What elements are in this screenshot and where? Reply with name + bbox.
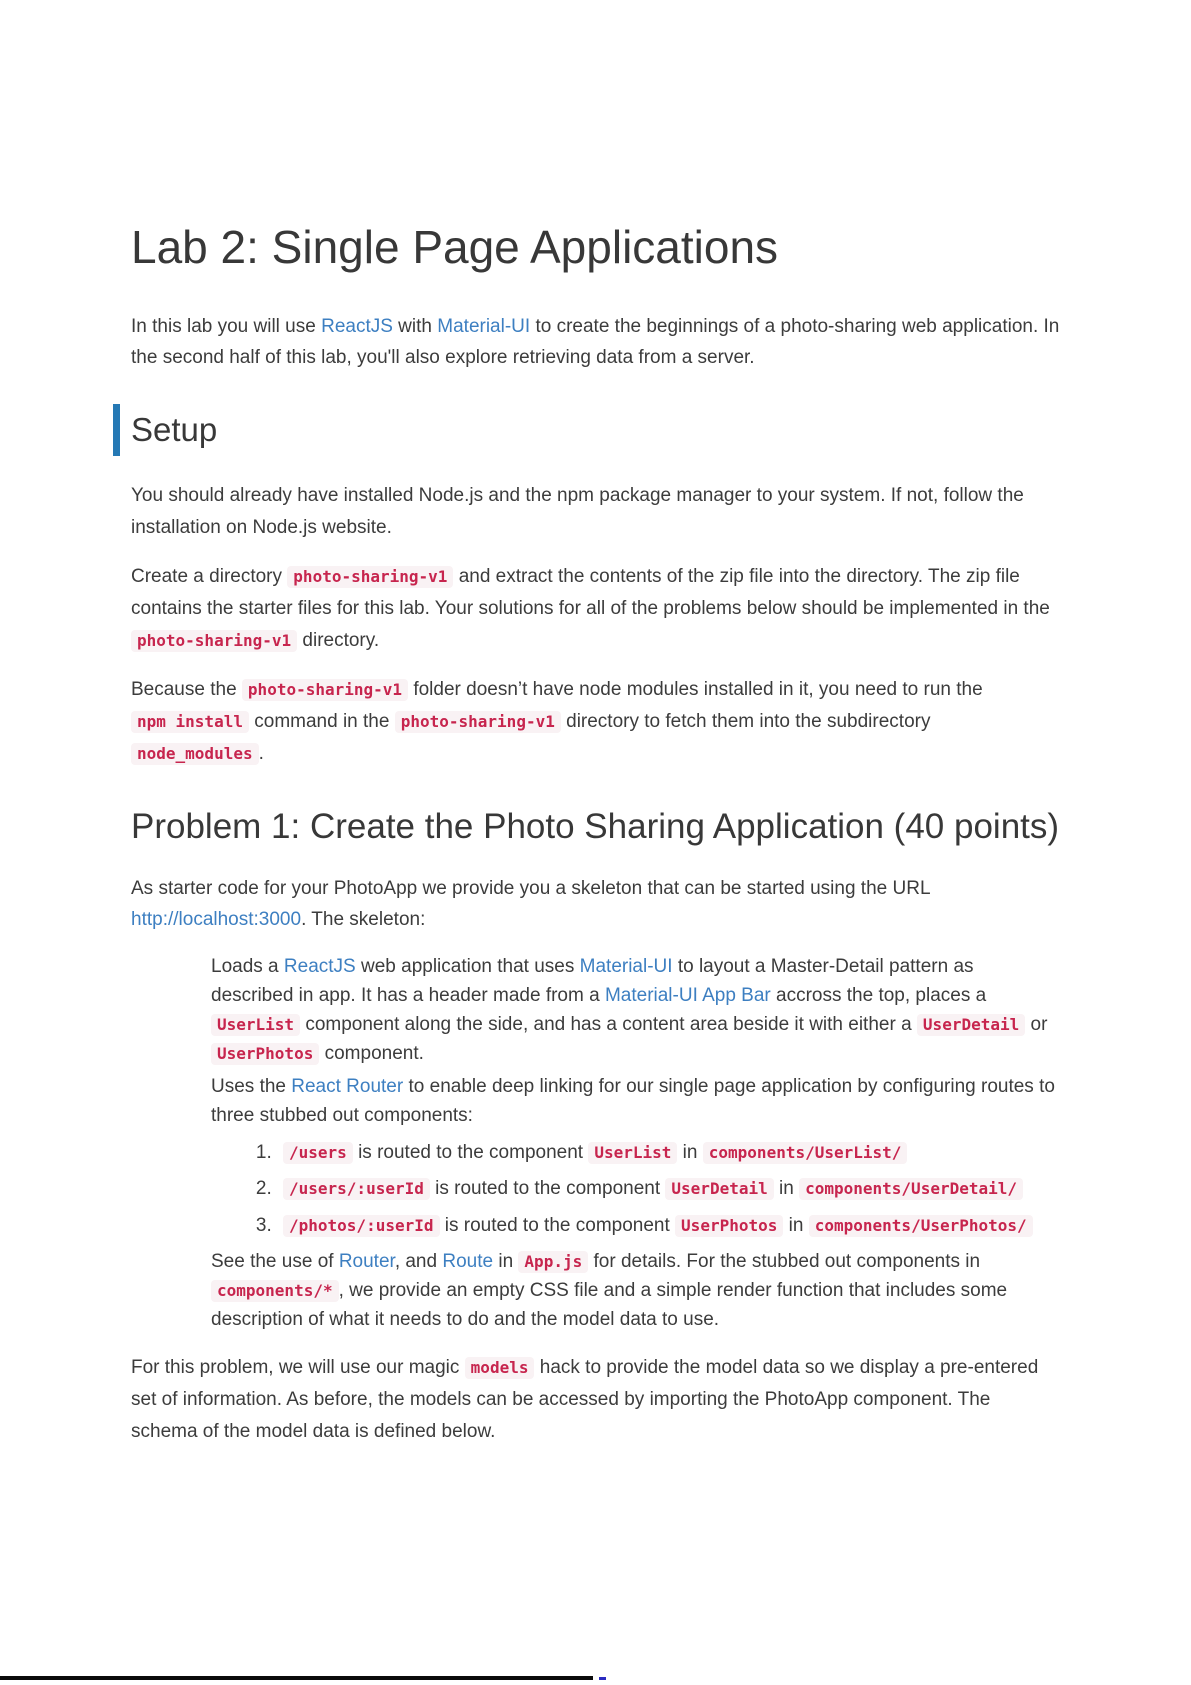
- inline-code: App.js: [518, 1251, 588, 1273]
- text-run: web application that uses: [355, 956, 580, 978]
- text-run: You should already have installed Node.js and the npm package manager to your system. If not, follow the installation on Node.js website.: [131, 485, 1024, 539]
- text-run: Uses the: [211, 1075, 292, 1097]
- text-run: is routed to the component: [429, 1178, 666, 1200]
- text-run: with: [392, 315, 438, 337]
- inline-code: photo-sharing-v1: [242, 679, 408, 701]
- inline-code: models: [465, 1357, 535, 1379]
- text-run: Loads a: [211, 956, 284, 978]
- final-paragraph: [131, 1352, 1061, 1448]
- text-run: is routed to the component: [439, 1214, 676, 1236]
- inline-code: UserList: [588, 1142, 677, 1164]
- text-run: , we provide an empty CSS file and a simple render function that includes some description of what it needs to do and the model data to use.: [211, 1279, 1008, 1330]
- inline-code: node_modules: [131, 743, 259, 765]
- inline-code: npm install: [131, 711, 249, 733]
- document-content: [131, 0, 1061, 1464]
- inline-code: /photos/:userId: [283, 1215, 440, 1237]
- text-run: . The skeleton:: [301, 909, 426, 931]
- inline-code: /users: [283, 1142, 353, 1164]
- text-run: accross the top, places a: [770, 985, 987, 1007]
- inline-link[interactable]: React Router: [291, 1075, 404, 1097]
- setup-paragraph-2: [131, 561, 1061, 657]
- inline-code: UserList: [211, 1014, 300, 1036]
- setup-paragraph-1: [131, 480, 1061, 544]
- text-run: to enable deep linking for our single page application by configuring routes to three stubbed out components:: [211, 1075, 1055, 1126]
- routes-list: [211, 1139, 1061, 1241]
- route-item: [277, 1212, 1061, 1241]
- bottom-blue-mark: [599, 1677, 606, 1680]
- text-run: in: [677, 1141, 703, 1163]
- inline-link[interactable]: Material-UI: [579, 956, 673, 978]
- text-run: folder doesn’t have node modules installed in it, you need to run the: [408, 678, 983, 700]
- text-run: directory.: [297, 629, 380, 651]
- inline-link[interactable]: Route: [442, 1251, 494, 1273]
- list-item: [211, 953, 1061, 1069]
- inline-code: photo-sharing-v1: [395, 711, 561, 733]
- inline-code: photo-sharing-v1: [131, 630, 297, 652]
- text-run: Because the: [131, 678, 242, 700]
- text-run: to layout a Master-Detail pattern as described in app. It has a header made from a: [211, 956, 974, 1007]
- list-item-text: [211, 956, 1047, 1064]
- inline-code: UserDetail: [917, 1014, 1025, 1036]
- inline-code: UserPhotos: [675, 1215, 783, 1237]
- inline-link[interactable]: Material-UI: [437, 315, 531, 337]
- route-item: [277, 1139, 1061, 1168]
- text-run: or: [1025, 1014, 1048, 1036]
- setup-paragraph-3: [131, 674, 1061, 770]
- inline-link[interactable]: ReactJS: [321, 315, 393, 337]
- list-item-text: [211, 1076, 1055, 1126]
- inline-code: components/UserPhotos/: [809, 1215, 1033, 1237]
- bottom-horizontal-rule: [0, 1676, 593, 1680]
- text-run: in: [493, 1251, 519, 1273]
- inline-code: components/UserDetail/: [799, 1178, 1023, 1200]
- inline-link[interactable]: ReactJS: [283, 956, 356, 978]
- text-run: in: [773, 1178, 800, 1200]
- inline-code: photo-sharing-v1: [287, 566, 453, 588]
- problem1-paragraph: [131, 873, 1061, 937]
- text-run: component.: [319, 1042, 424, 1064]
- intro-paragraph: [131, 311, 1061, 375]
- inline-link[interactable]: Material-UI App Bar: [604, 985, 771, 1007]
- text-run: and extract the contents of the zip file into the directory. The zip file contains the starter files for this lab. Your solutions for all of the problems below should be implemented in the: [131, 566, 1050, 619]
- text-run: In this lab you will use: [131, 315, 322, 337]
- inline-code: UserPhotos: [211, 1043, 319, 1065]
- text-run: See the use of: [211, 1251, 339, 1273]
- text-run: , and: [394, 1251, 443, 1273]
- text-run: hack to provide the model data so we display a pre-entered set of information. As before, the models can be accessed by importing the PhotoApp component. The schema of the model data is defined below.: [131, 1356, 1039, 1442]
- page-title: Lab 2: Single Page Applications: [131, 221, 779, 273]
- text-run: for details. For the stubbed out components in: [588, 1251, 981, 1273]
- text-run: is routed to the component: [352, 1141, 589, 1163]
- setup-heading: Setup: [113, 404, 1061, 456]
- text-run: .: [258, 742, 264, 764]
- inline-code: /users/:userId: [283, 1178, 430, 1200]
- text-run: As starter code for your PhotoApp we provide you a skeleton that can be started using the URL: [131, 877, 930, 899]
- text-run: command in the: [248, 710, 395, 732]
- problem1-heading: Problem 1: Create the Photo Sharing Application (40 points): [131, 806, 1060, 846]
- text-run: Create a directory: [131, 566, 288, 588]
- text-run: in: [783, 1214, 809, 1236]
- text-run: For this problem, we will use our magic: [131, 1356, 465, 1378]
- inline-link[interactable]: Router: [338, 1251, 395, 1273]
- inline-code: components/UserList/: [703, 1142, 908, 1164]
- inline-code: UserDetail: [665, 1178, 773, 1200]
- text-run: to create the beginnings of a photo-sharing web application. In the second half of this lab, you'll also explore retrieving data from a server.: [131, 315, 1060, 369]
- inline-link[interactable]: http://localhost:3000: [131, 909, 302, 931]
- list-item: [211, 1073, 1061, 1335]
- inline-code: components/*: [211, 1280, 339, 1302]
- skeleton-feature-list: [131, 953, 1061, 1334]
- list-item-text: [211, 1251, 1007, 1330]
- text-run: component along the side, and has a content area beside it with either a: [300, 1014, 917, 1036]
- route-item: [277, 1175, 1061, 1204]
- text-run: directory to fetch them into the subdirectory: [560, 710, 931, 732]
